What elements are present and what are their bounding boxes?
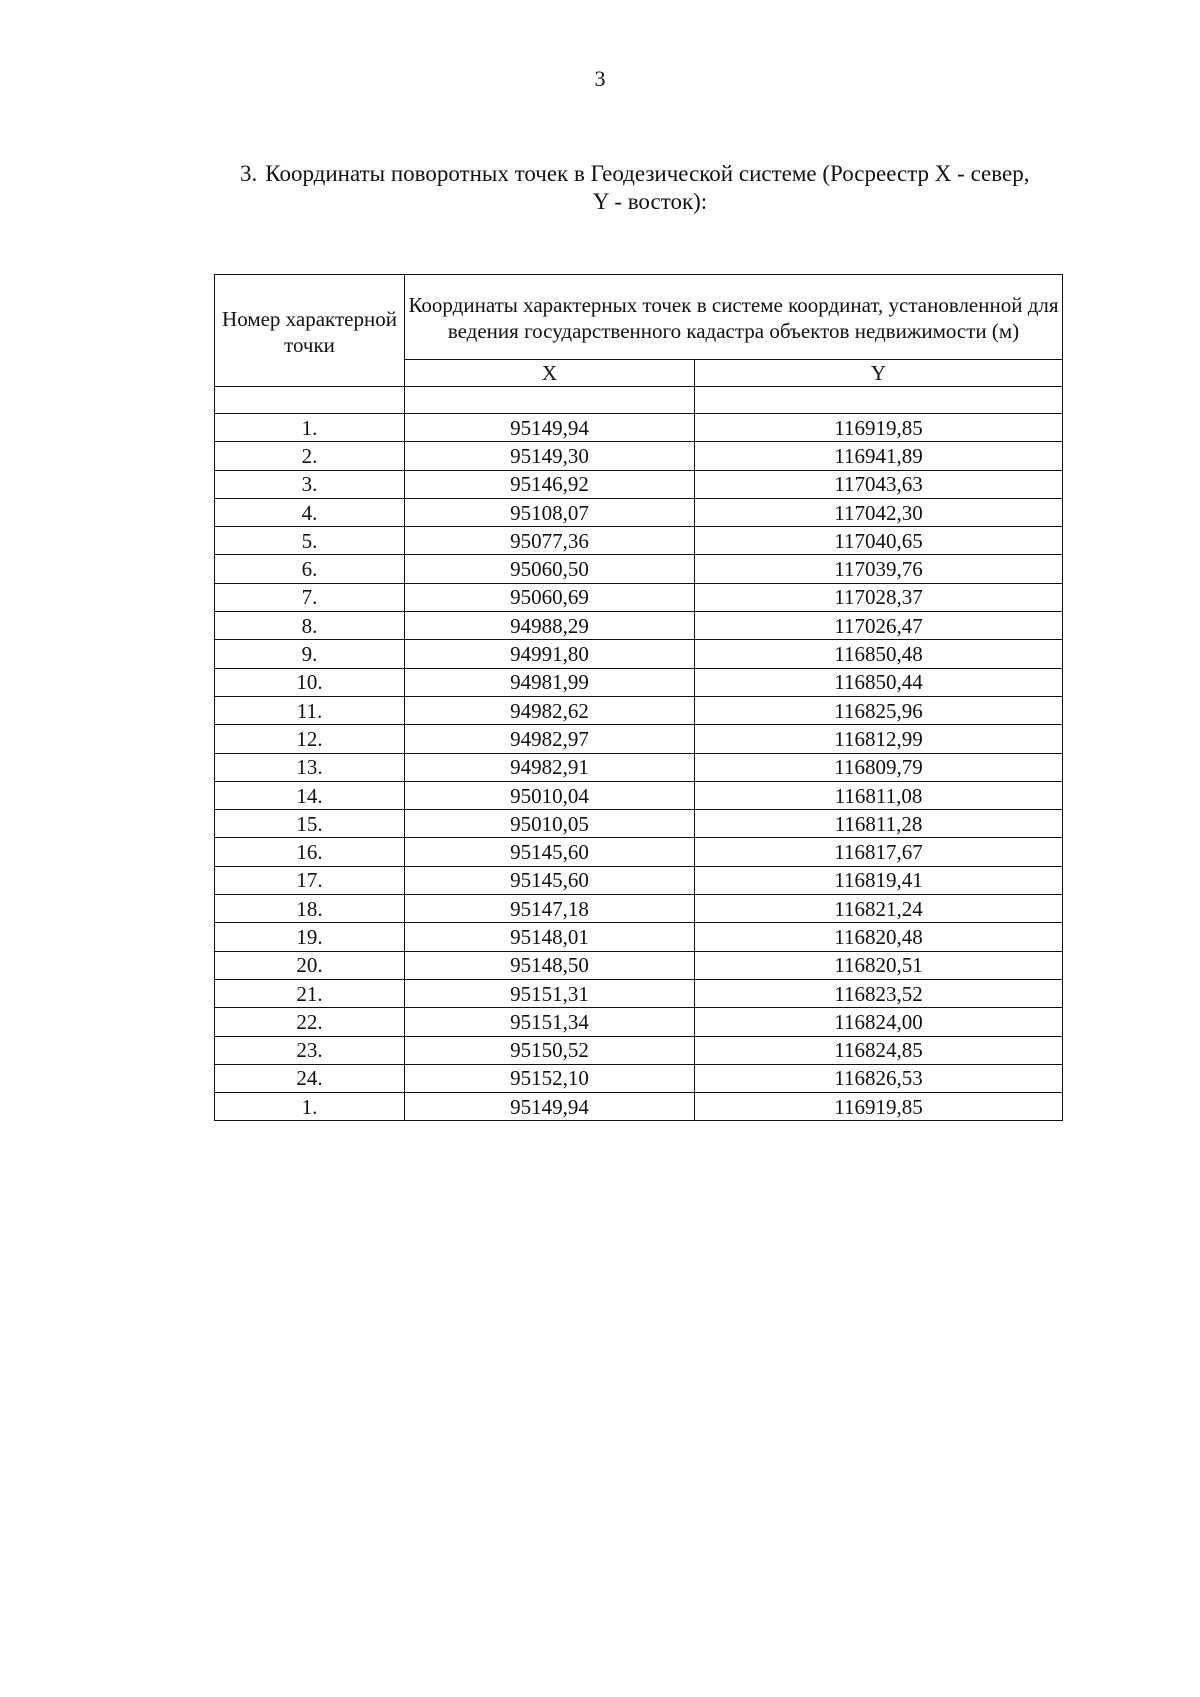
point-number-cell: 19.: [215, 923, 405, 951]
y-coordinate-cell: 117039,76: [695, 555, 1063, 583]
y-coordinate-cell: 116919,85: [695, 1093, 1063, 1121]
point-number-cell: 12.: [215, 725, 405, 753]
x-coordinate-cell: 94982,97: [405, 725, 695, 753]
table-row: [215, 781, 1063, 809]
table-row: [215, 470, 1063, 498]
point-number-cell: 5.: [215, 527, 405, 555]
y-coordinate-cell: 116820,51: [695, 951, 1063, 979]
x-coordinate-cell: 94981,99: [405, 668, 695, 696]
point-number-cell: 11.: [215, 696, 405, 724]
x-coordinate-cell: 94982,62: [405, 696, 695, 724]
x-coordinate-cell: 95149,30: [405, 442, 695, 470]
y-coordinate-cell: 116825,96: [695, 696, 1063, 724]
x-coordinate-cell: 95145,60: [405, 838, 695, 866]
point-number-cell: 7.: [215, 583, 405, 611]
x-coordinate-cell: 94991,80: [405, 640, 695, 668]
x-coordinate-cell: 95060,50: [405, 555, 695, 583]
point-number-cell: 13.: [215, 753, 405, 781]
x-coordinate-cell: 94988,29: [405, 612, 695, 640]
table-row: [215, 668, 1063, 696]
point-number-cell: 4.: [215, 498, 405, 526]
x-coordinate-cell: 95152,10: [405, 1064, 695, 1092]
table-row: [215, 838, 1063, 866]
x-coordinate-cell: 95077,36: [405, 527, 695, 555]
table-row: [215, 555, 1063, 583]
y-coordinate-cell: 117028,37: [695, 583, 1063, 611]
table-spacer-row: [215, 387, 1063, 414]
x-coordinate-cell: 95010,05: [405, 810, 695, 838]
table-row: [215, 527, 1063, 555]
y-coordinate-cell: 116826,53: [695, 1064, 1063, 1092]
point-number-cell: 21.: [215, 979, 405, 1007]
table-row: [215, 866, 1063, 894]
point-number-cell: 22.: [215, 1008, 405, 1036]
table-row: [215, 979, 1063, 1007]
table-row: [215, 725, 1063, 753]
spacer-cell: [405, 387, 695, 414]
heading-line-2: Y - восток):: [592, 189, 708, 214]
y-coordinate-cell: 116812,99: [695, 725, 1063, 753]
y-coordinate-cell: 116824,85: [695, 1036, 1063, 1064]
spacer-cell: [215, 387, 405, 414]
point-number-cell: 2.: [215, 442, 405, 470]
y-coordinate-cell: 116824,00: [695, 1008, 1063, 1036]
table-row: [215, 1064, 1063, 1092]
point-number-cell: 20.: [215, 951, 405, 979]
header-coordinates: Координаты характерных точек в системе координат, установленной для ведения государственного кадастра объектов недвижимости (м): [405, 275, 1063, 360]
point-number-cell: 15.: [215, 810, 405, 838]
point-number-cell: 24.: [215, 1064, 405, 1092]
spacer-cell: [695, 387, 1063, 414]
table-row: [215, 696, 1063, 724]
table-row: [215, 583, 1063, 611]
table-row: [215, 414, 1063, 442]
y-coordinate-cell: 116823,52: [695, 979, 1063, 1007]
point-number-cell: 14.: [215, 781, 405, 809]
header-x: X: [405, 360, 695, 387]
point-number-cell: 1.: [215, 414, 405, 442]
point-number-cell: 18.: [215, 895, 405, 923]
x-coordinate-cell: 95149,94: [405, 1093, 695, 1121]
y-coordinate-cell: 116819,41: [695, 866, 1063, 894]
table-row: [215, 810, 1063, 838]
page-number: 3: [594, 66, 606, 91]
y-coordinate-cell: 117040,65: [695, 527, 1063, 555]
y-coordinate-cell: 116941,89: [695, 442, 1063, 470]
y-coordinate-cell: 116919,85: [695, 414, 1063, 442]
y-coordinate-cell: 116820,48: [695, 923, 1063, 951]
table-row: [215, 753, 1063, 781]
table-body: [215, 414, 1063, 1121]
table-row: [215, 1008, 1063, 1036]
point-number-cell: 10.: [215, 668, 405, 696]
x-coordinate-cell: 95148,01: [405, 923, 695, 951]
heading-line-1: [240, 160, 1100, 188]
point-number-cell: 16.: [215, 838, 405, 866]
y-coordinate-cell: 116817,67: [695, 838, 1063, 866]
coordinates-table: [214, 274, 1063, 1121]
y-coordinate-cell: 117026,47: [695, 612, 1063, 640]
header-point-number: Номер характерной точки: [215, 275, 405, 387]
y-coordinate-cell: 117042,30: [695, 498, 1063, 526]
heading-text: Координаты поворотных точек в Геодезической системе (Росреестр X - север,: [265, 161, 1030, 186]
y-coordinate-cell: 116809,79: [695, 753, 1063, 781]
y-coordinate-cell: 116811,08: [695, 781, 1063, 809]
x-coordinate-cell: 95146,92: [405, 470, 695, 498]
table-row: [215, 923, 1063, 951]
point-number-cell: 8.: [215, 612, 405, 640]
point-number-cell: 6.: [215, 555, 405, 583]
point-number-cell: 17.: [215, 866, 405, 894]
point-number-cell: 23.: [215, 1036, 405, 1064]
table-row: [215, 640, 1063, 668]
table-row: [215, 951, 1063, 979]
y-coordinate-cell: 117043,63: [695, 470, 1063, 498]
section-heading: [240, 160, 1100, 216]
point-number-cell: 1.: [215, 1093, 405, 1121]
y-coordinate-cell: 116811,28: [695, 810, 1063, 838]
x-coordinate-cell: 95150,52: [405, 1036, 695, 1064]
table-header-row: [215, 275, 1063, 360]
y-coordinate-cell: 116821,24: [695, 895, 1063, 923]
x-coordinate-cell: 95060,69: [405, 583, 695, 611]
x-coordinate-cell: 95147,18: [405, 895, 695, 923]
y-coordinate-cell: 116850,48: [695, 640, 1063, 668]
x-coordinate-cell: 95149,94: [405, 414, 695, 442]
table-row: [215, 895, 1063, 923]
header-y: Y: [695, 360, 1063, 387]
x-coordinate-cell: 95010,04: [405, 781, 695, 809]
table-row: [215, 1093, 1063, 1121]
point-number-cell: 9.: [215, 640, 405, 668]
x-coordinate-cell: 95145,60: [405, 866, 695, 894]
table-row: [215, 612, 1063, 640]
heading-number: 3.: [240, 161, 258, 186]
x-coordinate-cell: 95151,31: [405, 979, 695, 1007]
x-coordinate-cell: 94982,91: [405, 753, 695, 781]
table-row: [215, 1036, 1063, 1064]
x-coordinate-cell: 95148,50: [405, 951, 695, 979]
point-number-cell: 3.: [215, 470, 405, 498]
y-coordinate-cell: 116850,44: [695, 668, 1063, 696]
table-row: [215, 498, 1063, 526]
x-coordinate-cell: 95151,34: [405, 1008, 695, 1036]
x-coordinate-cell: 95108,07: [405, 498, 695, 526]
table-row: [215, 442, 1063, 470]
